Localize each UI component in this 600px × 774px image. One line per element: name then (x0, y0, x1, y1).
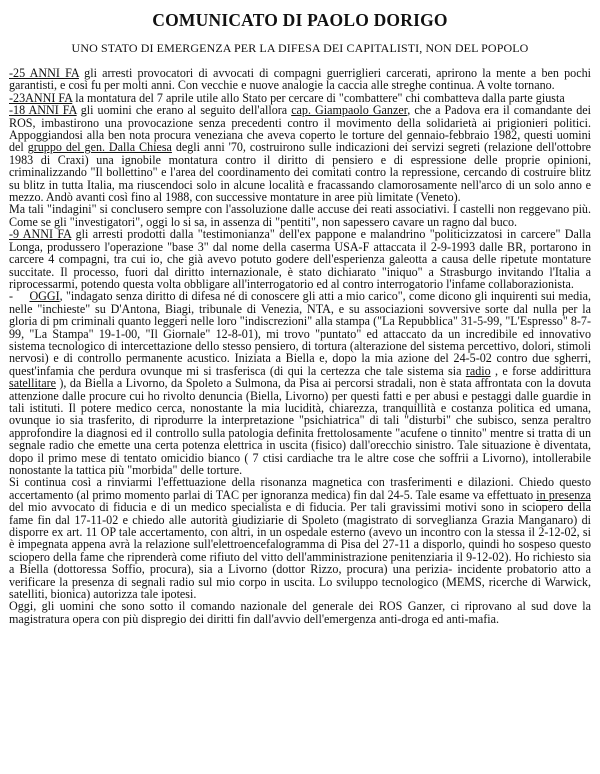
document-body (9, 67, 591, 625)
paragraph-text: , e forse addirittura (490, 363, 591, 378)
paragraph-text: gli uomini che erano al seguito dell'allora (76, 103, 292, 118)
underlined-phrase: in presenza (536, 487, 591, 502)
paragraph-text: Ma tali "indagini" si conclusero sempre con l'assoluzione dalle accuse dei reati associativi. I castelli non reggevano più. Come se gli "investigatori", oggi lo si sa, in assenza di "pentiti", non sapessero cavare un ragno dal buco. (9, 202, 591, 229)
paragraph-oggi-ros (9, 600, 591, 625)
paragraph-text: , "indagato senza diritto di difesa né di conoscere gli atti a mio carico", come dicono gli inquirenti sui media, nelle "inchieste" su D'Antona, Biagi, tribunale di Venezia, NTA, e su associazioni sovversive sorte dal nulla per la gloria di pm criminali quanto leggeri nelle loro "indiscrezioni" alla stampa ("La Repubblica" 31-5-99, "L'Espresso" 8-7-99, "La Stampa" 19-1-00, "Il Giornale" 12-8-01), mi trovo "puntato" ed attaccato da un incredibile ed innovativo sistema tecnologico di intercettazione dello stesso pensiero, di tortura (alterazione del sistema percettivo, dolori, stimoli nervosi) e di controllo permanente acustico. Iniziata a Biella e, dopo la mia azione del 24-5-02 contro due sgherri, quest'infamia che perdura ovunque mi si trasferisca (di qui la certezza che tale sistema sia (9, 289, 591, 378)
paragraph-lead: -23ANNI FA (9, 90, 73, 105)
paragraph-text: del mio avvocato di fiducia e di un medico specialista e di fiducia. Per tali gravissimi motivi sono in sciopero della fame fin dal 17-11-02 e chiedo alle autorità giudiziarie di Spoleto (magistrato di sorveglianza Grazia Manganaro) di disporre ex art. 11 OP tale accertamento, con altri, in un ospedale esterno (avevo un incontro con la stessa il 2-12-02, si è impegnata appena avrà la relazione sull'elettroencefalogramma di Pisa del 27-11 a disporlo, quindi ho sospeso questo sciopero della fame che riprenderà come rifiuto del vitto dell'amministrazione penitenziaria il 9-12-02). Ho richiesto sia a Biella (dottoressa Soffio, procura), sia a Livorno (dottor Rizzo, procura) una perizia- incidente probatorio atto a verificare la presenza di segnali radio sul mio corpo in uscita. Lo sviluppo tecnologico (MEMS, ricerche di Warwick, satelliti, bionica) autorizza tale ipotesi. (9, 500, 591, 602)
paragraph-25-anni-fa (9, 67, 591, 92)
paragraph-text: Oggi, gli uomini che sono sotto il comando nazionale del generale dei ROS Ganzer, ci riprovano al sud dove la magistratura opera con più dispregio dei diritti fin dall'avvio dell'emergenza anti-droga ed anti-mafia. (9, 599, 591, 626)
underlined-phrase: gruppo del gen. Dalla Chiesa (27, 140, 172, 155)
paragraph-text: , che a Padova era il comandante dei ROS, imbastirono una provocazione senza precedenti contro il movimento della solidarietà ai prigionieri politici. Appoggiandosi alla ben nota procura veneziana che aveva coperto le torture del gennaio-febbraio 1982, questi uomini del (9, 103, 591, 155)
paragraph-indagini (9, 203, 591, 228)
paragraph-text: degli anni '70, costruirono sulle indicazioni dei servizi segreti (relazione dell'ottobre 1983 di Craxi) una ignobile montatura contro il diritto di pensiero e di espressione delle proprie opinioni, criminalizzando "Il bollettino" e l'area del coordinamento dei comitati contro la repressione, cercando di costruire blitz su blitz in tutta Italia, ma riuscendoci solo in alcune località e fracassando clamorosamente nell'arco di un solo anno e mezzo. Andò avanti così fino al 1988, con successive montature in aree più limitate (Veneto). (9, 140, 591, 205)
paragraph-oggi (9, 290, 591, 476)
paragraph-prefix: - (9, 289, 30, 304)
underlined-phrase: radio (465, 363, 491, 378)
paragraph-risonanza (9, 476, 591, 600)
paragraph-9-anni-fa (9, 228, 591, 290)
underlined-phrase: satellitare (9, 376, 57, 391)
paragraph-lead: -25 ANNI FA (9, 66, 79, 80)
paragraph-text: Si continua così a rinviarmi l'effettuazione della risonanza magnetica con trasferimenti e dilazioni. Chiedo questo accertamento (al primo momento parlai di TAC per ignoranza medica) fin dal 24-5. Tale esame va effettuato (9, 475, 591, 502)
underlined-phrase: cap. Giampaolo Ganzer (291, 103, 408, 118)
paragraph-text: gli arresti provocatori di avvocati di compagni guerriglieri carcerati, aprirono la mente a ben pochi garantisti, e così fu per molti anni. Con vecchie e nuove analogie la caccia alle streghe continua. A volte tornano. (9, 66, 592, 93)
paragraph-lead: -9 ANNI FA (9, 227, 72, 242)
paragraph-text: ), da Biella a Livorno, da Spoleto a Sulmona, da Pisa ai percorsi stradali, non è stata affrontata con la dovuta attenzione dalle procure cui ho rivolto denuncia (Biella, Livorno) per questi fatti e per abusi e pestaggi dalle guardie in tali istituti. Il potere medico cerca, nonostante la mia lucidità, chiarezza, tranquillità e costanza politica ed umana, ovunque io sia trasferito, di riprodurre la interpretazione "psichiatrica" di tali "disturbi" che subisco, senza peraltro approfondire la diagnosi ed il controllo sulla patologia definita frettolosamente "acufene o tinnito" mentre si tratta di un segnale radio che emette una certa potenza elettrica in uscita (fisico) dall'orecchio sinistro. Tale situazione è diventata, dopo il primo mese di tentato omicidio bianco ( 7 ctisi cardiache tra le altre cose che soffrii a Livorno), intollerabile nonostante la tattica più "morbida" delle torture. (9, 376, 591, 477)
paragraph-lead: OGGI (29, 289, 60, 304)
document-subtitle: UNO STATO DI EMERGENZA PER LA DIFESA DEI CAPITALISTI, NON DEL POPOLO (71, 41, 529, 55)
paragraph-text: gli arresti prodotti dalla "testimonianza" dell'ex pappone e malandrino "politicizzatosi in carcere" Dalla Longa, produssero l'operazione "base 3" dal nome della caserma USA-F attaccata il 2-9-1993 dalle BR, portarono in carcere 4 compagni, tra cui io, che già avevo potuto godere dell'esperienza galeotta a causa delle ripetute montature succitate. Il processo, fuori dal diritto internazionale, è stato dichiarato "iniquo" a Strasburgo invitando l'Italia a riprocessarmi, potendo questa volta obbligare all'interrogatorio ed al contro interrogatorio l'infame collaborazionista. (9, 227, 591, 291)
document-title: COMUNICATO DI PAOLO DORIGO (152, 10, 448, 30)
paragraph-18-anni-fa (9, 104, 591, 203)
paragraph-lead: -18 ANNI FA (9, 103, 77, 118)
paragraph-text: la montatura del 7 aprile utile allo Stato per cercare di "combattere" chi combatteva dalla parte giusta (72, 90, 565, 105)
